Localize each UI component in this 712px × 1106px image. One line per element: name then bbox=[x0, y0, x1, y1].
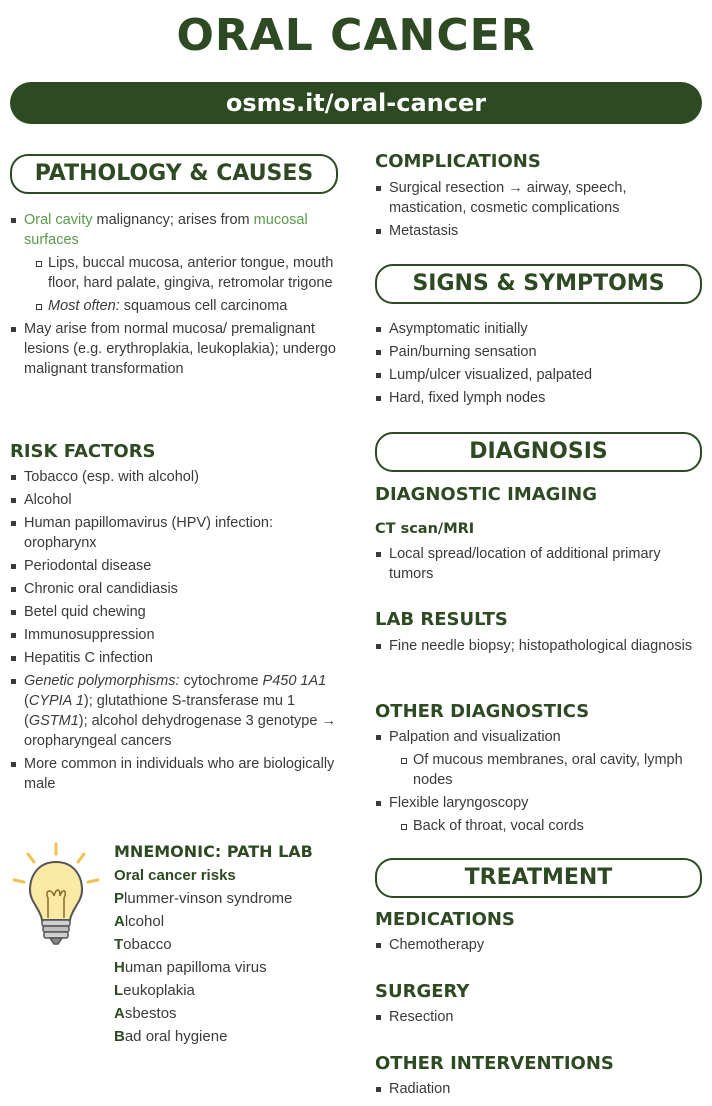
other-diagnostics-list bbox=[375, 727, 700, 839]
list-item: Genetic polymorphisms: cytochrome P450 1A1 (CYPIA 1); glutathione S-transferase mu 1 (GSTM1); alcohol dehydrogenase 3 genotype → oropharyngeal cancers bbox=[10, 671, 340, 751]
list-item: Radiation bbox=[375, 1079, 700, 1099]
mnemonic-subtitle: Oral cancer risks bbox=[114, 867, 236, 884]
surgery-list bbox=[375, 1007, 700, 1030]
lab-results-list bbox=[375, 636, 700, 659]
list-item: Oral cavity malignancy; arises from mucosal surfaces Lips, buccal mucosa, anterior tongue, mouth floor, hard palate, gingiva, retromolar trigone Most often: squamous cell carcinoma bbox=[10, 210, 340, 316]
complications-heading: COMPLICATIONS bbox=[375, 151, 541, 172]
list-item: Palpation and visualization Of mucous membranes, oral cavity, lymph nodes bbox=[375, 727, 700, 790]
other-interventions-heading: OTHER INTERVENTIONS bbox=[375, 1053, 614, 1074]
signs-heading: SIGNS & SYMPTOMS bbox=[375, 264, 702, 304]
list-item: Surgical resection → airway, speech, mastication, cosmetic complications bbox=[375, 178, 700, 218]
other-diagnostics-heading: OTHER DIAGNOSTICS bbox=[375, 701, 590, 722]
diagnostic-imaging-heading: DIAGNOSTIC IMAGING bbox=[375, 484, 597, 505]
mnemonic-heading: MNEMONIC: PATH LAB bbox=[114, 842, 313, 861]
list-item: Lips, buccal mucosa, anterior tongue, mouth floor, hard palate, gingiva, retromolar trigone bbox=[24, 253, 340, 293]
lab-results-heading: LAB RESULTS bbox=[375, 609, 508, 630]
mnemonic-item: Bad oral hygiene bbox=[114, 1028, 228, 1045]
medications-list bbox=[375, 935, 700, 958]
surgery-heading: SURGERY bbox=[375, 981, 470, 1002]
list-item: May arise from normal mucosa/ premalignant lesions (e.g. erythroplakia, leukoplakia); undergo malignant transformation bbox=[10, 319, 340, 379]
complications-list bbox=[375, 178, 700, 244]
list-item: Metastasis bbox=[375, 221, 700, 241]
lightbulb-icon bbox=[8, 840, 104, 952]
mnemonic-item: Asbestos bbox=[114, 1005, 177, 1022]
mnemonic-item: Tobacco bbox=[114, 936, 172, 953]
list-item: Chronic oral candidiasis bbox=[10, 579, 340, 599]
signs-list bbox=[375, 319, 700, 411]
risk-factors-heading: RISK FACTORS bbox=[10, 441, 156, 462]
imaging-list bbox=[375, 544, 700, 587]
list-item: Periodontal disease bbox=[10, 556, 340, 576]
page-title: ORAL CANCER bbox=[176, 10, 536, 61]
list-item: Tobacco (esp. with alcohol) bbox=[10, 467, 340, 487]
mnemonic-list bbox=[114, 864, 292, 1048]
mnemonic-item: Human papilloma virus bbox=[114, 959, 267, 976]
pathology-heading: PATHOLOGY & CAUSES bbox=[10, 154, 338, 194]
list-item: Betel quid chewing bbox=[10, 602, 340, 622]
diagnosis-heading: DIAGNOSIS bbox=[375, 432, 702, 472]
medications-heading: MEDICATIONS bbox=[375, 909, 515, 930]
list-item: Hepatitis C infection bbox=[10, 648, 340, 668]
other-interventions-list bbox=[375, 1079, 700, 1102]
ct-mri-label: CT scan/MRI bbox=[375, 521, 475, 537]
list-item: Alcohol bbox=[10, 490, 340, 510]
list-item: Asymptomatic initially bbox=[375, 319, 700, 339]
treatment-heading: TREATMENT bbox=[375, 858, 702, 898]
list-item: Resection bbox=[375, 1007, 700, 1027]
risk-factors-list bbox=[10, 467, 340, 797]
mnemonic-item: Alcohol bbox=[114, 913, 165, 930]
list-item: Lump/ulcer visualized, palpated bbox=[375, 365, 700, 385]
list-item: Chemotherapy bbox=[375, 935, 700, 955]
pathology-list bbox=[10, 210, 340, 382]
list-item: Back of throat, vocal cords bbox=[389, 816, 700, 836]
list-item: Local spread/location of additional primary tumors bbox=[375, 544, 700, 584]
list-item: Of mucous membranes, oral cavity, lymph nodes bbox=[389, 750, 700, 790]
list-item: Flexible laryngoscopy Back of throat, vocal cords bbox=[375, 793, 700, 836]
list-item: Pain/burning sensation bbox=[375, 342, 700, 362]
list-item: Hard, fixed lymph nodes bbox=[375, 388, 700, 408]
list-item: Fine needle biopsy; histopathological diagnosis bbox=[375, 636, 700, 656]
url-banner[interactable]: osms.it/oral-cancer bbox=[10, 82, 702, 124]
list-item: Most often: squamous cell carcinoma bbox=[24, 296, 340, 316]
mnemonic-item: Plummer-vinson syndrome bbox=[114, 890, 293, 907]
mnemonic-item: Leukoplakia bbox=[114, 982, 195, 999]
list-item: More common in individuals who are biologically male bbox=[10, 754, 340, 794]
list-item: Human papillomavirus (HPV) infection: oropharynx bbox=[10, 513, 340, 553]
list-item: Immunosuppression bbox=[10, 625, 340, 645]
